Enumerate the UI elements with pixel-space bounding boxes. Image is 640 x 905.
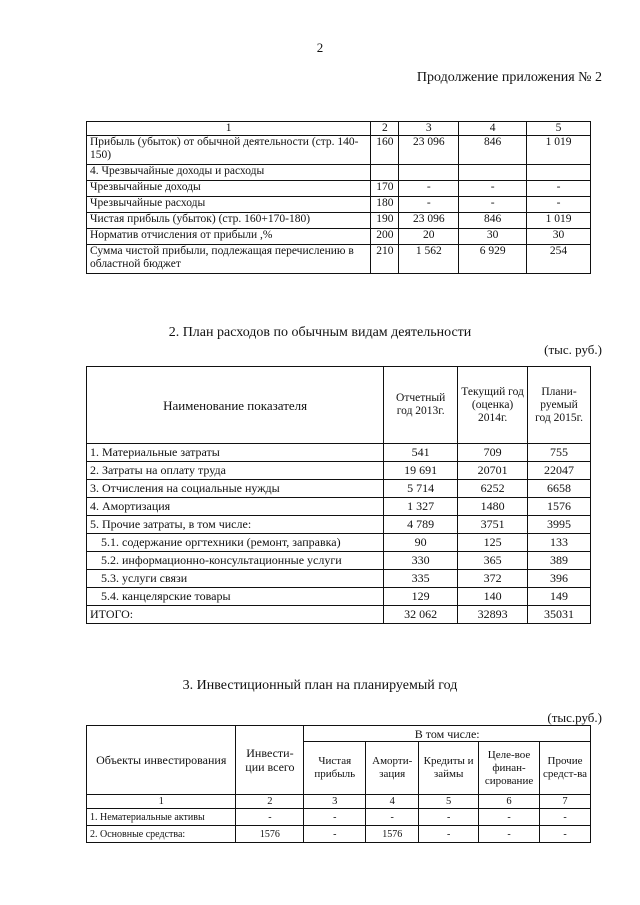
column-number: 5 bbox=[419, 795, 479, 809]
row-value: 389 bbox=[528, 552, 591, 570]
row-value: - bbox=[540, 809, 591, 826]
row-code: 200 bbox=[371, 229, 399, 245]
row-value: 23 096 bbox=[399, 136, 459, 165]
row-value: - bbox=[304, 826, 366, 843]
row-value: 1480 bbox=[458, 498, 528, 516]
row-value: 541 bbox=[384, 444, 458, 462]
row-label: 1. Нематериальные активы bbox=[87, 809, 236, 826]
row-value: 846 bbox=[459, 213, 527, 229]
row-label: Норматив отчисления от прибыли ,% bbox=[87, 229, 371, 245]
header-cell: 2 bbox=[371, 122, 399, 136]
column-number: 3 bbox=[304, 795, 366, 809]
row-value: - bbox=[459, 197, 527, 213]
row-value: 30 bbox=[527, 229, 591, 245]
row-value: 1 562 bbox=[399, 245, 459, 274]
row-value: 755 bbox=[528, 444, 591, 462]
header-cell: Текущий год (оценка) 2014г. bbox=[458, 367, 528, 444]
table-row bbox=[87, 588, 591, 606]
header-cell: Кредиты и займы bbox=[419, 742, 479, 795]
row-value: 140 bbox=[458, 588, 528, 606]
row-value: 5 714 bbox=[384, 480, 458, 498]
table-row bbox=[87, 516, 591, 534]
investment-plan-table bbox=[86, 725, 591, 843]
row-value: 372 bbox=[458, 570, 528, 588]
row-label: 5. Прочие затраты, в том числе: bbox=[87, 516, 384, 534]
row-value: 129 bbox=[384, 588, 458, 606]
table-row bbox=[87, 809, 591, 826]
row-value: 6252 bbox=[458, 480, 528, 498]
header-cell: 4 bbox=[459, 122, 527, 136]
row-label: 4. Чрезвычайные доходы и расходы bbox=[87, 165, 371, 181]
row-value: 149 bbox=[528, 588, 591, 606]
row-value: 254 bbox=[527, 245, 591, 274]
table-header-row bbox=[87, 367, 591, 444]
header-cell: Целе-вое финан-сирование bbox=[479, 742, 540, 795]
row-value: 35031 bbox=[528, 606, 591, 624]
row-code bbox=[371, 165, 399, 181]
row-label: Сумма чистой прибыли, подлежащая перечислению в областной бюджет bbox=[87, 245, 371, 274]
table-row bbox=[87, 570, 591, 588]
table-row-total bbox=[87, 606, 591, 624]
row-value: 3751 bbox=[458, 516, 528, 534]
row-value: 133 bbox=[528, 534, 591, 552]
row-code: 160 bbox=[371, 136, 399, 165]
row-value: - bbox=[479, 826, 540, 843]
table-row bbox=[87, 213, 591, 229]
row-label: 5.3. услуги связи bbox=[87, 570, 384, 588]
row-value: 125 bbox=[458, 534, 528, 552]
row-value: 4 789 bbox=[384, 516, 458, 534]
header-cell: Чистая прибыль bbox=[304, 742, 366, 795]
column-number-row bbox=[87, 795, 591, 809]
row-value: 396 bbox=[528, 570, 591, 588]
row-value: - bbox=[527, 181, 591, 197]
table-row bbox=[87, 165, 591, 181]
row-value: - bbox=[527, 197, 591, 213]
table-row bbox=[87, 552, 591, 570]
row-value bbox=[399, 165, 459, 181]
row-label: Чистая прибыль (убыток) (стр. 160+170-180) bbox=[87, 213, 371, 229]
row-value: - bbox=[366, 809, 419, 826]
row-label: 5.2. информационно-консультационные услуги bbox=[87, 552, 384, 570]
header-cell: Инвести-ции всего bbox=[236, 726, 304, 795]
table-row bbox=[87, 826, 591, 843]
row-value: 1 327 bbox=[384, 498, 458, 516]
row-value: 1576 bbox=[236, 826, 304, 843]
row-value: 32893 bbox=[458, 606, 528, 624]
row-value: 709 bbox=[458, 444, 528, 462]
row-label: 5.4. канцелярские товары bbox=[87, 588, 384, 606]
row-code: 180 bbox=[371, 197, 399, 213]
column-number: 4 bbox=[366, 795, 419, 809]
table-row bbox=[87, 444, 591, 462]
header-cell: Наименование показателя bbox=[87, 367, 384, 444]
row-label: 5.1. содержание оргтехники (ремонт, заправка) bbox=[87, 534, 384, 552]
row-value: 330 bbox=[384, 552, 458, 570]
unit-label: (тыс. руб.) bbox=[544, 342, 602, 357]
table-row bbox=[87, 229, 591, 245]
row-label: Чрезвычайные доходы bbox=[87, 181, 371, 197]
row-value bbox=[527, 165, 591, 181]
table-row bbox=[87, 181, 591, 197]
column-number: 6 bbox=[479, 795, 540, 809]
row-value: - bbox=[399, 197, 459, 213]
column-number: 2 bbox=[236, 795, 304, 809]
table-header-row bbox=[87, 122, 591, 136]
row-label: 4. Амортизация bbox=[87, 498, 384, 516]
table-row bbox=[87, 136, 591, 165]
row-value: 30 bbox=[459, 229, 527, 245]
header-cell: Плани-руемый год 2015г. bbox=[528, 367, 591, 444]
row-value: 23 096 bbox=[399, 213, 459, 229]
row-label: 2. Затраты на оплату труда bbox=[87, 462, 384, 480]
row-value: 1576 bbox=[528, 498, 591, 516]
header-cell: Отчетный год 2013г. bbox=[384, 367, 458, 444]
appendix-label: Продолжение приложения № 2 bbox=[416, 70, 602, 85]
row-value bbox=[459, 165, 527, 181]
table-row bbox=[87, 480, 591, 498]
table-row bbox=[87, 462, 591, 480]
header-cell: Объекты инвестирования bbox=[87, 726, 236, 795]
row-value: 32 062 bbox=[384, 606, 458, 624]
table-row bbox=[87, 245, 591, 274]
table-header-row bbox=[87, 726, 591, 742]
row-value: - bbox=[304, 809, 366, 826]
row-label: Прибыль (убыток) от обычной деятельности (стр. 140-150) bbox=[87, 136, 371, 165]
header-cell: 3 bbox=[399, 122, 459, 136]
row-value: 90 bbox=[384, 534, 458, 552]
row-value: 1576 bbox=[366, 826, 419, 843]
row-label: 1. Материальные затраты bbox=[87, 444, 384, 462]
header-cell: 5 bbox=[527, 122, 591, 136]
row-value: 1 019 bbox=[527, 136, 591, 165]
row-value: - bbox=[236, 809, 304, 826]
row-value: 365 bbox=[458, 552, 528, 570]
header-cell: Аморти-зация bbox=[366, 742, 419, 795]
row-value: 1 019 bbox=[527, 213, 591, 229]
row-label: 3. Отчисления на социальные нужды bbox=[87, 480, 384, 498]
row-value: 846 bbox=[459, 136, 527, 165]
row-value: - bbox=[419, 809, 479, 826]
header-group-cell: В том числе: bbox=[304, 726, 591, 742]
page-number: 2 bbox=[316, 40, 324, 55]
column-number: 7 bbox=[540, 795, 591, 809]
header-cell: Прочие средст-ва bbox=[540, 742, 591, 795]
row-value: - bbox=[399, 181, 459, 197]
row-code: 190 bbox=[371, 213, 399, 229]
row-value: 335 bbox=[384, 570, 458, 588]
row-code: 210 bbox=[371, 245, 399, 274]
table-row bbox=[87, 197, 591, 213]
row-label: ИТОГО: bbox=[87, 606, 384, 624]
row-value: - bbox=[459, 181, 527, 197]
header-cell: 1 bbox=[87, 122, 371, 136]
section-title: 3. Инвестиционный план на планируемый год bbox=[182, 678, 458, 693]
row-label: 2. Основные средства: bbox=[87, 826, 236, 843]
row-code: 170 bbox=[371, 181, 399, 197]
table-row bbox=[87, 498, 591, 516]
row-value: 3995 bbox=[528, 516, 591, 534]
unit-label: (тыс.руб.) bbox=[547, 710, 602, 725]
row-label: Чрезвычайные расходы bbox=[87, 197, 371, 213]
row-value: 20 bbox=[399, 229, 459, 245]
row-value: 6658 bbox=[528, 480, 591, 498]
table-row bbox=[87, 534, 591, 552]
row-value: - bbox=[479, 809, 540, 826]
row-value: - bbox=[540, 826, 591, 843]
section-title: 2. План расходов по обычным видам деятельности bbox=[168, 325, 472, 340]
row-value: 6 929 bbox=[459, 245, 527, 274]
row-value: 22047 bbox=[528, 462, 591, 480]
profit-table bbox=[86, 121, 591, 274]
expense-plan-table bbox=[86, 366, 591, 624]
row-value: - bbox=[419, 826, 479, 843]
row-value: 19 691 bbox=[384, 462, 458, 480]
row-value: 20701 bbox=[458, 462, 528, 480]
column-number: 1 bbox=[87, 795, 236, 809]
